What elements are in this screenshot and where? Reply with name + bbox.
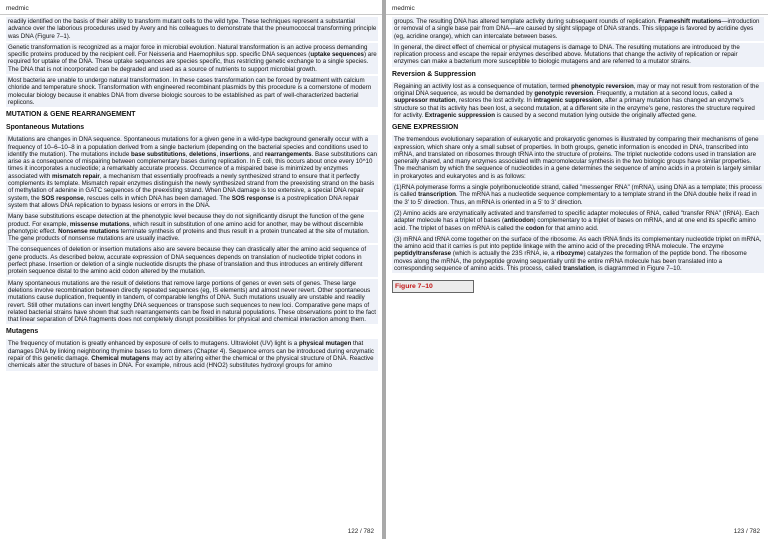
text-paragraph <box>6 17 378 41</box>
text-run: is caused by a second mutation lying outside the originally affected gene. <box>494 111 697 119</box>
bold-term: missense mutations <box>69 220 130 228</box>
text-run: Many spontaneous mutations are the result of deletions that remove large portions of genes or even sets of genes. These large deletions involve recombination between directly repeated sequences (eg, IS elements) and almost never revert. Other spontaneous mutations cause duplication, frequently in tandem, of comparable lengths of DNA. Such mutations usually are unstable and readily revert. Still other mutations can invert lengthy DNA sequences or transpose such sequences to new loci. Comparative gene maps of related bacterial strains have shown that such rearrangements can be fixed in natural populations. These observations point to the fact that linear separation of DNA fragments does not completely disrupt possibilities for physical and chemical interaction among them. <box>8 279 376 324</box>
text-run: , rescues cells in which DNA has been damaged. The <box>83 194 232 202</box>
text-run: Many base substitutions escape detection at the phenotypic level because they do not significantly disrupt the function of the gene product. For example, <box>8 213 365 228</box>
text-run: groups. The resulting DNA has altered template activity during subsequent rounds of replication. <box>394 18 659 25</box>
text-run: readily identified on the basis of their ability to transform mutant cells to the wild type. These techniques represent a substantial advance over the laborious procedures used by Avery and his colleagues to demonstrate that the pneumococcal transforming principle was DNA (Figure 7–1). <box>8 18 377 40</box>
section-heading <box>392 69 764 80</box>
bold-term: Extragenic suppression <box>424 111 495 119</box>
right-text-blocks <box>392 17 764 273</box>
text-run: , which result in substitution of one amino acid for another, may be without discernible phenotypic effect. <box>8 220 364 235</box>
bold-term: codon <box>525 224 545 232</box>
right-page-number: 123 / 782 <box>733 528 760 535</box>
text-paragraph <box>6 339 378 370</box>
section-heading <box>392 122 764 133</box>
text-run: Reversion & Suppression <box>392 70 476 78</box>
text-run: , restores the lost activity. In <box>455 97 534 105</box>
bold-term: physical mutagen <box>298 340 352 348</box>
text-paragraph <box>6 43 378 74</box>
bold-term: transcription <box>418 191 456 199</box>
text-run: The tremendous evolutionary separation of eukaryotic and prokaryotic genomes is illustrated by comparing their mechanisms of gene expression, which share only a small subset of properties. In both groups, genetic information is encoded in DNA, transcribed into mRNA, and translated on ribosomes through tRNA into the structure of proteins. The triplet nucleotide codons used in translation are generally shared, and many enzymes associated with macromolecular synthesis in the two biologic groups have similar properties. The mechanism by which the sequence of nucleotides in a gene determines the sequence of amino acids in a protein is largely similar in prokaryotes and eukaryotes and is as follows: <box>394 136 761 180</box>
section-heading <box>6 109 378 120</box>
bold-term: genotypic reversion <box>534 90 594 98</box>
left-page <box>0 0 382 539</box>
bold-term: SOS response <box>41 194 84 202</box>
bold-term: SOS response <box>231 194 275 202</box>
bold-term: insertions <box>219 150 250 158</box>
text-run: . The mRNA has a nucleotide sequence complementary to a template strand in the DNA double helix if read in the 3' to 5' direction. Thus, an mRNA is oriented in a 5' to 3' direction. <box>394 191 757 206</box>
bold-term: mismatch repair <box>52 172 100 180</box>
text-run: The consequences of deletion or insertion mutations also are severe because they can drastically alter the amino acid sequence of gene products. As described below, accurate expression of DNA sequences depends on translation of nucleotide triplet codons in perfect phase. Insertion or deletion of a single nucleotide disrupts the phase of translation and thus introduces an entirely different protein sequence distal to the amino acid codon altered by the mutation. <box>8 246 367 276</box>
bold-term: Chemical mutagens <box>91 354 150 362</box>
text-run: terminate synthesis of proteins and thus result in a protein truncated at the site of mutation. The gene products of nonsense mutations are usually inactive. <box>8 227 370 243</box>
text-run: (3) mRNA and tRNA come together on the surface of the ribosome. As each tRNA finds its complementary nucleotide triplet on mRNA, the amino acid that it carries is put into peptide linkage with the amino acid of the preceding tRNA molecule. The enzyme <box>394 235 762 251</box>
text-run: , may or may not result from restoration of the original DNA sequence, as would be demanded by <box>394 82 759 98</box>
text-paragraph <box>392 135 764 181</box>
text-run: Genetic transformation is recognized as a major force in microbial evolution. Natural transformation is an active process demanding specific proteins produced by the recipient cell. For Neisseria and Haemophilus spp. specific DNA sequences ( <box>8 43 368 59</box>
bold-term: base substitutions <box>131 150 186 158</box>
text-run: In general, the direct effect of chemical or physical mutagens is damage to DNA. The resulting mutations are introduced by the replication process and escape the repair enzymes described above. Mutations that change the activity of replication or repair enzymes can make a bacterium more susceptible to biologic mutagens and are referred to a mutator strains. <box>394 43 740 66</box>
right-page-body <box>392 17 764 523</box>
text-paragraph <box>392 17 764 41</box>
text-paragraph <box>6 212 378 243</box>
left-page-number: 122 / 782 <box>347 528 374 535</box>
bold-term: suppressor mutation <box>394 97 456 105</box>
text-run: may act by altering either the chemical or the physical structure of DNA. Reactive chemicals alter the structure of bases in DNA. For example, nitrous acid (HNO2) substitutes hydroxyl groups for amino <box>8 354 374 370</box>
left-header-rule <box>0 14 382 15</box>
text-run: , <box>216 150 220 158</box>
section-heading <box>6 326 378 337</box>
text-paragraph <box>392 82 764 120</box>
text-run: ) catalyzes the formation of the peptide bond. The ribosome moves along the mRNA, the polypeptide growing sequentially until the entire mRNA molecule has been translated into a corresponding sequence of amino acids. This process, called <box>394 250 747 273</box>
right-page <box>386 0 768 539</box>
text-run: (1)RNA polymerase forms a single polyribonucleotide strand, called "messenger RNA" (mRNA), using DNA as a template; this process is called <box>394 184 762 199</box>
bold-term: Nonsense mutations <box>58 227 119 235</box>
bold-term: peptidyltransferase <box>394 250 452 258</box>
text-run: Mutations are changes in DNA sequence. Spontaneous mutations for a given gene in a wild-type background generally occur with a frequency of 10–6–10–8 in a population derived from a single bacterium (depending on the bacterial species and conditions used to identify the mutation). The mutations include <box>8 136 369 158</box>
bold-term: anticodon <box>504 217 534 225</box>
text-paragraph <box>392 209 764 233</box>
bold-term: ribozyme <box>556 250 584 258</box>
text-run: Regaining an activity lost as a consequence of mutation, termed <box>394 82 572 90</box>
text-run: —introduction or removal of a single base pair from DNA—are caused by slight slippage of DNA strands. This slippage is favored by acridine dyes (eg, acridine orange), which can intercalate between bases. <box>394 18 760 40</box>
right-page-header: medmic <box>392 5 415 12</box>
text-paragraph <box>392 183 764 207</box>
bold-term: Frameshift mutations <box>658 18 722 25</box>
text-paragraph <box>392 43 764 67</box>
bold-term: translation <box>563 265 595 273</box>
text-paragraph <box>6 76 378 107</box>
text-run: , <box>185 150 190 158</box>
text-run: Most bacteria are unable to undergo natural transformation. In these cases transformation can be forced by treatment with calcium chloride and temperature shock. Transformation with engineered recombinant plasmids by this procedure is a cornerstone of modern molecular biology because it enables DNA from diverse biologic sources to be established as part of well-characterized bacterial replicons. <box>8 77 372 106</box>
right-header-rule <box>386 14 768 15</box>
text-run: ) complementary to a triplet of bases on mRNA, and at one end its specific amino acid. The triplet of bases on mRNA is called the <box>394 217 756 232</box>
text-run: MUTATION & GENE REARRANGEMENT <box>6 111 136 119</box>
text-run: GENE EXPRESSION <box>392 124 459 132</box>
text-run: , is diagrammed in Figure 7–10. <box>594 265 682 273</box>
text-paragraph <box>392 235 764 273</box>
text-run: (2) Amino acids are enzymatically activated and transferred to specific adapter molecules of RNA, called "transfer RNA" (tRNA). Each adapter molecule has a triplet of bases ( <box>394 209 760 225</box>
bold-term: intragenic suppression <box>533 97 602 105</box>
bold-term: phenotypic reversion <box>571 82 634 90</box>
bold-term: deletions <box>189 150 217 158</box>
figure-label[interactable]: Figure 7–10 <box>392 280 474 293</box>
bold-term: uptake sequences <box>310 51 364 59</box>
section-heading <box>6 122 378 133</box>
bold-term: rearrangements <box>264 150 312 158</box>
text-run: Spontaneous Mutations <box>6 124 85 132</box>
text-run: that damages DNA by linking neighboring thymine bases to form dimers (Chapter 4). Sequence errors can be introduced during enzymatic repair of this genetic damage. <box>8 340 374 362</box>
text-paragraph <box>6 135 378 210</box>
text-run: , and <box>249 150 265 158</box>
text-run: The frequency of mutation is greatly enhanced by exposure of cells to mutagens. Ultraviolet (UV) light is a <box>8 340 299 348</box>
left-page-header: medmic <box>6 5 29 12</box>
text-run: ) are required for uptake of the DNA. These uptake sequences are species specific, thus restricting genetic exchange to a single species. The DNA that is not incorporated can be degraded and used as a source of nutrients to support microbial growth. <box>8 51 377 73</box>
text-run: for that amino acid. <box>544 224 599 232</box>
text-run: (which is actually the 23S rRNA, ie, a <box>451 250 557 258</box>
left-page-body <box>6 17 378 523</box>
text-run: , after a primary mutation has changed an enzyme's structure so that its activity has been lost, a second mutation, at a different site in the enzyme's gene, restores the structure required for activity. <box>394 97 755 119</box>
text-run: is a postreplication DNA repair system that allows DNA replication to bypass lesions or errors in the DNA. <box>8 194 360 209</box>
text-paragraph <box>6 279 378 325</box>
text-paragraph <box>6 245 378 276</box>
text-run: . Base substitutions can arise as a consequence of mispairing between complementary bases during replication. In E coli, this occurs about once every 10^10 times it incorporates a nucleotide; a remarkably accurate process. Occurrence of a mispaired base is minimized by enzymes associated with <box>8 150 377 180</box>
text-run: , a mechanism that essentially proofreads a newly synthesized strand to ensure that it perfectly complements its template. Mismatch repair enzymes distinguish the newly synthesized strand from the preexisting strand on the basis of methylation of adenine in GATC sequences of the preexisting strand. When DNA damage is too extensive, a special DNA repair system, the <box>8 172 375 202</box>
text-run: . Frequently, a mutation at a second locus, called a <box>593 90 733 98</box>
text-run: Mutagens <box>6 328 39 336</box>
